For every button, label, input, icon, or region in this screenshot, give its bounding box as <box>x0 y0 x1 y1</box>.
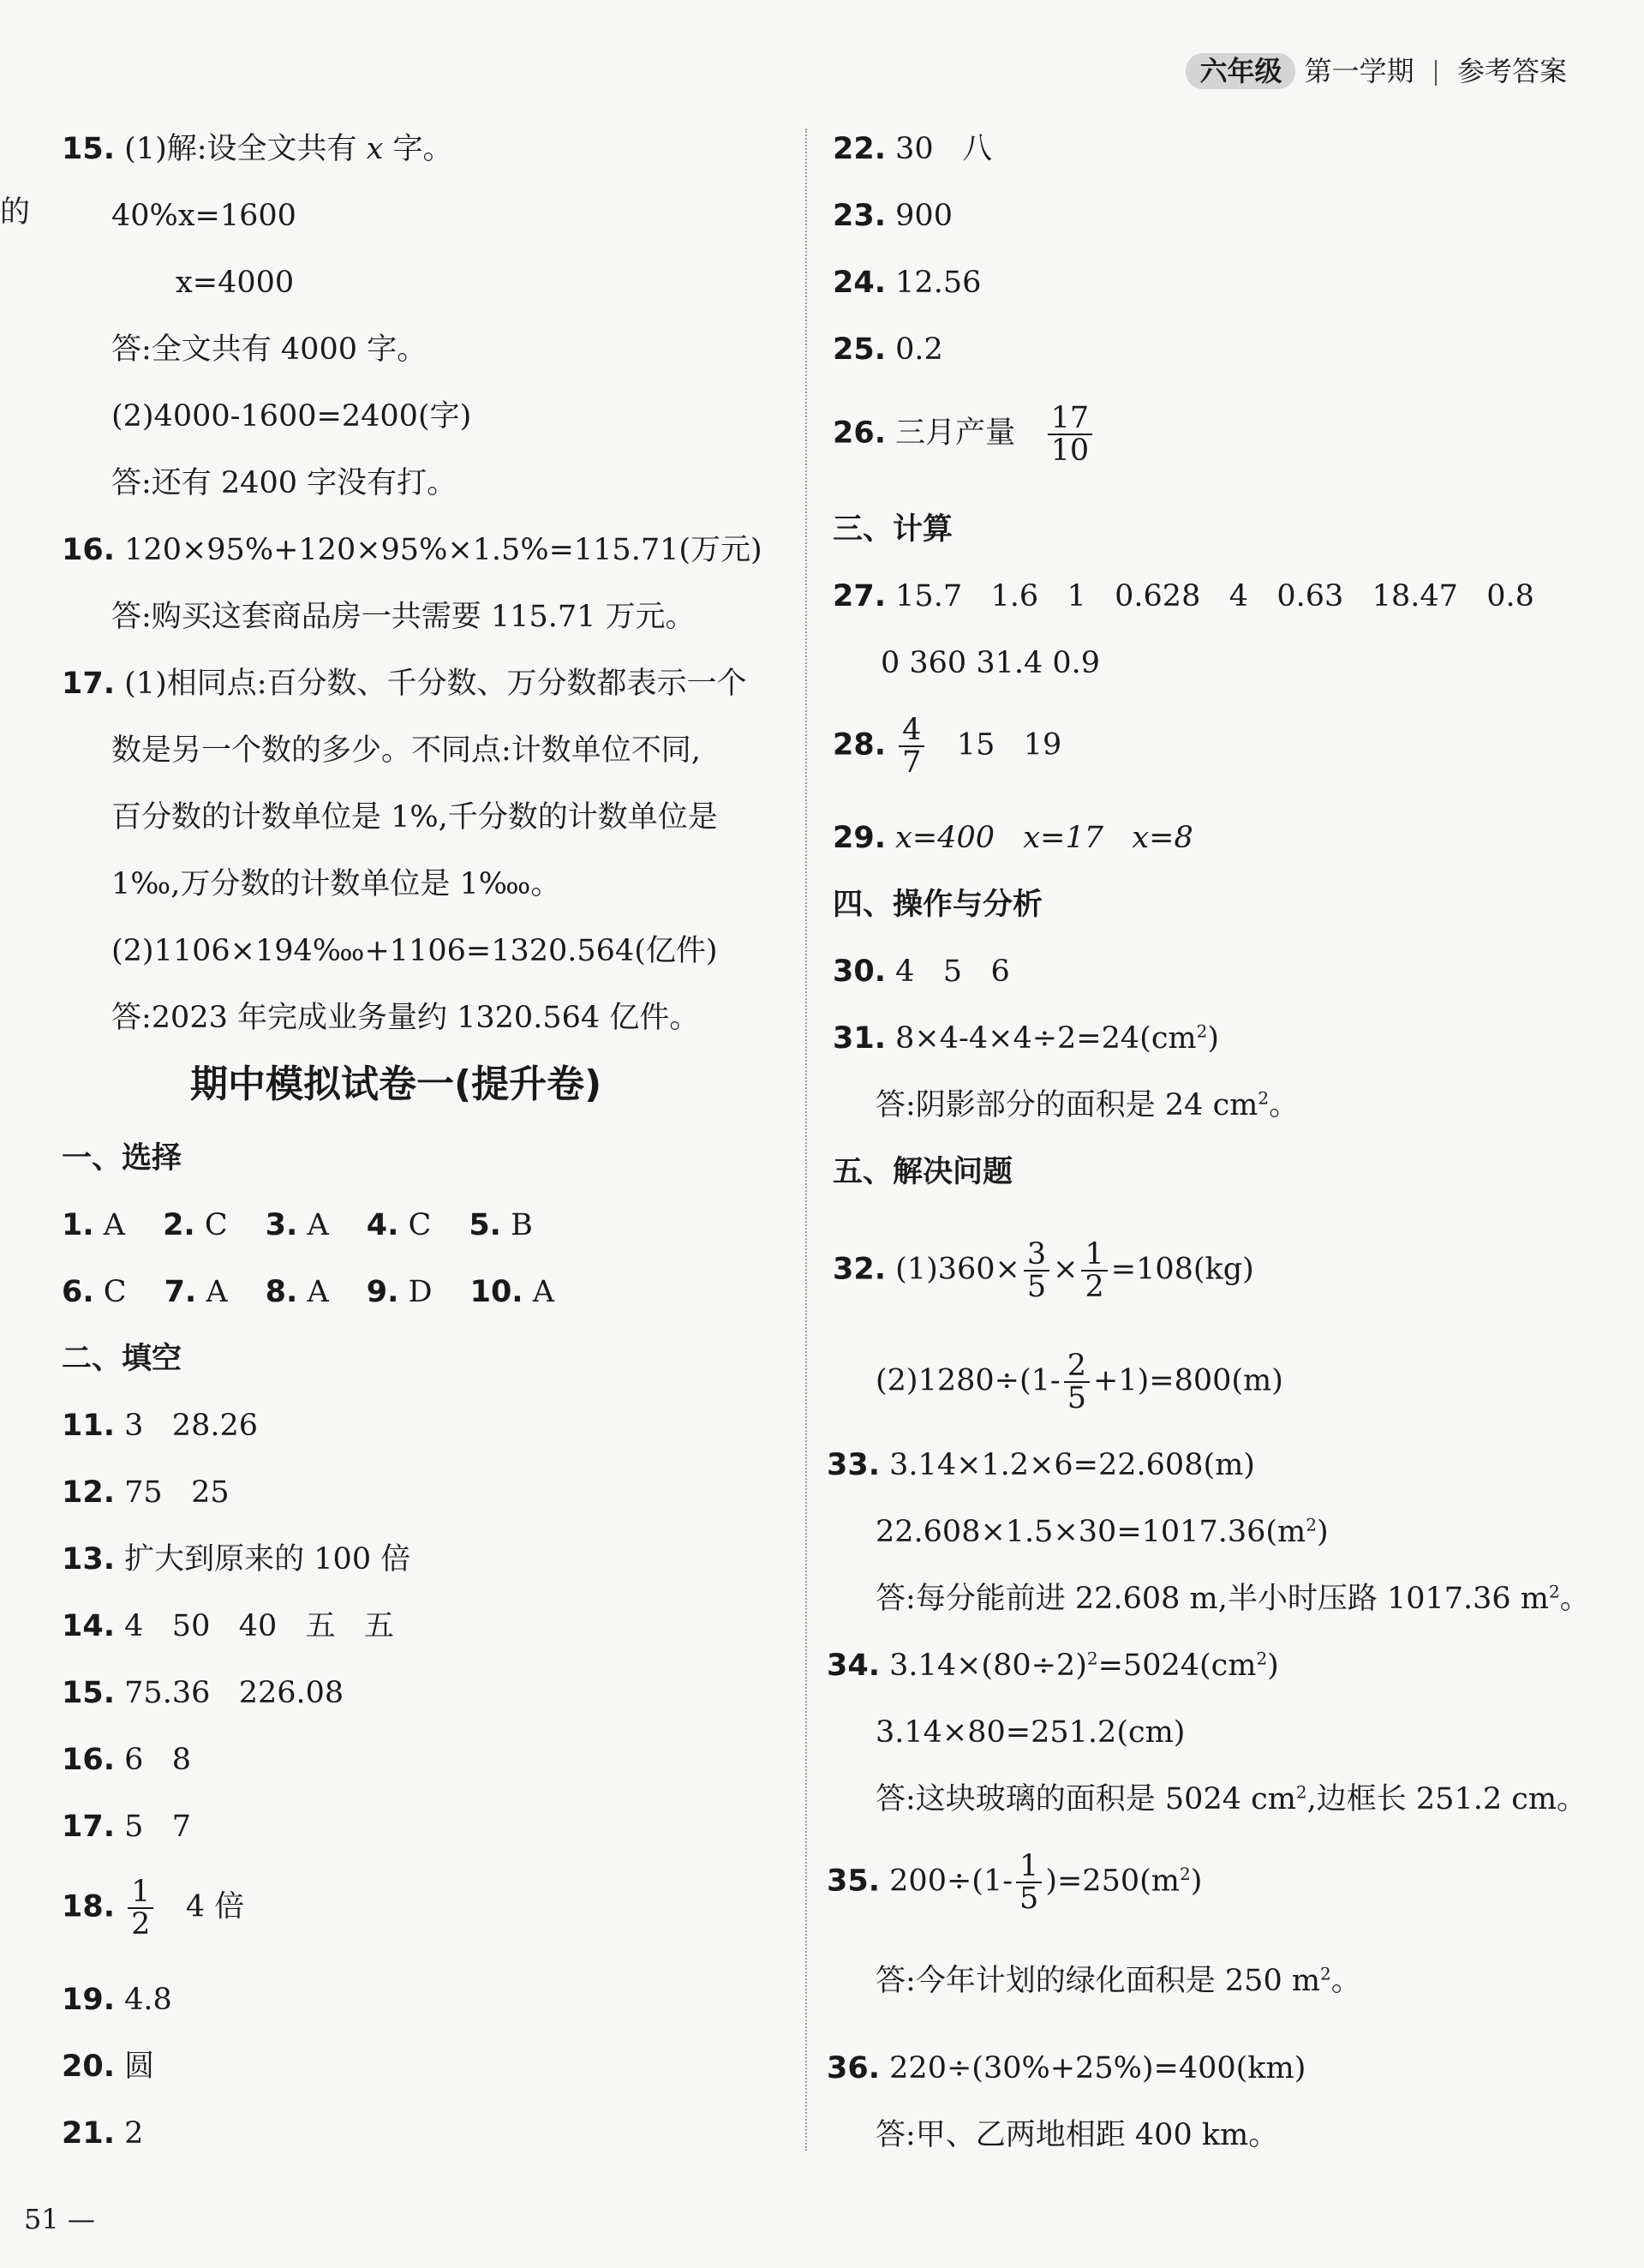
answer-32: 32. (1)360× $\frac{3}{5}$ × $\frac{1}{2}$ =108(kg) <box>833 1237 1254 1304</box>
fill-answer-26: 26. 三月产量 $\frac{17}{10}$ <box>833 403 1096 466</box>
answer-line: 0 360 31.4 0.9 <box>881 646 1101 680</box>
answer-line: 答:购买这套商品房一共需要 115.71 万元。 <box>111 600 696 634</box>
fill-answer: 23. 900 <box>833 199 953 233</box>
section-label: 参考答案 <box>1456 55 1567 87</box>
choice-row: 1. A 2. C 3. A 4. C 5. B <box>62 1208 533 1242</box>
answer-line: 3.14×80=251.2(cm) <box>876 1715 1186 1750</box>
answer-line: 百分数的计数单位是 1%,千分数的计数单位是 <box>111 800 718 835</box>
page-number: 51 — <box>24 2203 95 2235</box>
answer-36: 36. 220÷(30%+25%)=400(km) <box>827 2051 1306 2085</box>
fraction: $\frac{1}{2}$ <box>1081 1239 1107 1302</box>
answer-35: 35. 200÷(1- $\frac{1}{5}$ )$=250(m^2)$ <box>827 1849 1203 1916</box>
answer-line: (2)1106×194‱+1106=1320.564(亿件) <box>111 934 718 968</box>
fraction: $\frac{1}{2}$ <box>128 1876 153 1940</box>
column-divider <box>805 129 807 2151</box>
fill-answer: 17. 5 7 <box>62 1810 192 1844</box>
calc-answer-27: 27. 15.7 1.6 1 0.628 4 0.63 18.47 0.8 <box>833 579 1534 613</box>
answer-line: 数是另一个数的多少。不同点:计数单位不同, <box>111 733 701 768</box>
header-divider <box>1435 60 1437 86</box>
fill-answer: 14. 4 50 40 五 五 <box>62 1609 395 1643</box>
grade-badge: 六年级 <box>1186 53 1295 89</box>
answer-17: 17. (1)相同点:百分数、千分数、万分数都表示一个 <box>62 667 747 701</box>
answer-line: 40%x=1600 <box>111 199 296 233</box>
fill-answer: 22. 30 八 <box>833 132 993 166</box>
answer-30: 30. 4 5 6 <box>833 954 1010 989</box>
fraction: $\frac{3}{5}$ <box>1024 1239 1049 1302</box>
answer-line: 答:今年计划的绿化面积是 250 $m^2$。 <box>876 1963 1361 1998</box>
answer-34: 34. $3.14\times(80\div 2)^2=5024(cm^2)$ <box>827 1648 1279 1683</box>
fill-answer: 19. 4.8 <box>62 1983 172 2017</box>
fill-answer: 12. 75 25 <box>62 1475 230 1510</box>
section-heading: 一、选择 <box>62 1141 182 1176</box>
section-heading: 五、解决问题 <box>833 1155 1013 1189</box>
fraction: $\frac{4}{7}$ <box>899 715 924 778</box>
answer-line: $22.608\times 1.5\times 30=1017.36(m^2)$ <box>876 1514 1329 1549</box>
fill-answer: 11. 3 28.26 <box>62 1409 258 1443</box>
section-heading: 二、填空 <box>62 1342 182 1376</box>
answer-line: x=4000 <box>176 266 295 300</box>
fill-answer: 13. 扩大到原来的 100 倍 <box>62 1542 411 1577</box>
section-heading: 四、操作与分析 <box>833 888 1043 922</box>
margin-fragment: 的 <box>0 195 31 230</box>
answer-line: 答:2023 年完成业务量约 1320.564 亿件。 <box>111 1001 700 1035</box>
term-label: 第一学期 <box>1304 55 1414 87</box>
answer-line: (2)4000-1600=2400(字) <box>111 399 472 434</box>
choice-row: 6. C 7. A 8. A 9. D 10. A <box>62 1275 555 1309</box>
answer-line: 1‰,万分数的计数单位是 1‱。 <box>111 867 561 901</box>
answer-line: 答:还有 2400 字没有打。 <box>111 466 457 500</box>
answer-31: 31. $8\times 4-4\times 4\div 2=24(cm^2)$ <box>833 1020 1219 1056</box>
fraction: $\frac{1}{5}$ <box>1016 1851 1042 1914</box>
exam-title: 期中模拟试卷一(提升卷) <box>190 1062 602 1106</box>
calc-answer-28: 28. $\frac{4}{7}$ 15 19 <box>833 713 1062 780</box>
answer-line: 答:甲、乙两地相距 400 km。 <box>876 2118 1279 2152</box>
fill-answer: 15. 75.36 226.08 <box>62 1676 344 1710</box>
fill-answer: 16. 6 8 <box>62 1743 192 1777</box>
answer-line: 答:这块玻璃的面积是 5024 $cm^2$,边框长 251.2 cm。 <box>876 1781 1587 1816</box>
fill-answer: 24. 12.56 <box>833 266 982 300</box>
answer-16: 16. 120×95%+120×95%×1.5%=115.71(万元) <box>62 533 762 567</box>
fill-answer: 20. 圆 <box>62 2050 155 2084</box>
fill-answer: 25. 0.2 <box>833 332 943 367</box>
fraction: $\frac{2}{5}$ <box>1064 1350 1090 1414</box>
page-header <box>1186 50 1567 89</box>
answer-line: (2)1280÷(1- $\frac{2}{5}$ +1)=800(m) <box>876 1349 1283 1415</box>
answer-15: 15. (1)解:设全文共有 x 字。 <box>62 132 453 166</box>
fill-answer-18: 18. $\frac{1}{2}$ 4 倍 <box>62 1875 245 1942</box>
fraction: $\frac{17}{10}$ <box>1048 403 1093 466</box>
answer-line: 答:阴影部分的面积是 24 $cm^2$。 <box>876 1087 1300 1122</box>
section-heading: 三、计算 <box>833 512 954 547</box>
fill-answer: 21. 2 <box>62 2116 144 2151</box>
answer-33: 33. 3.14×1.2×6=22.608(m) <box>827 1448 1255 1482</box>
calc-answer-29: 29. x=400 x=17 x=8 <box>833 821 1193 855</box>
answer-line: 答:全文共有 4000 字。 <box>111 332 427 367</box>
answer-line: 答:每分能前进 22.608 m,半小时压路 1017.36 $m^2$。 <box>876 1581 1590 1616</box>
